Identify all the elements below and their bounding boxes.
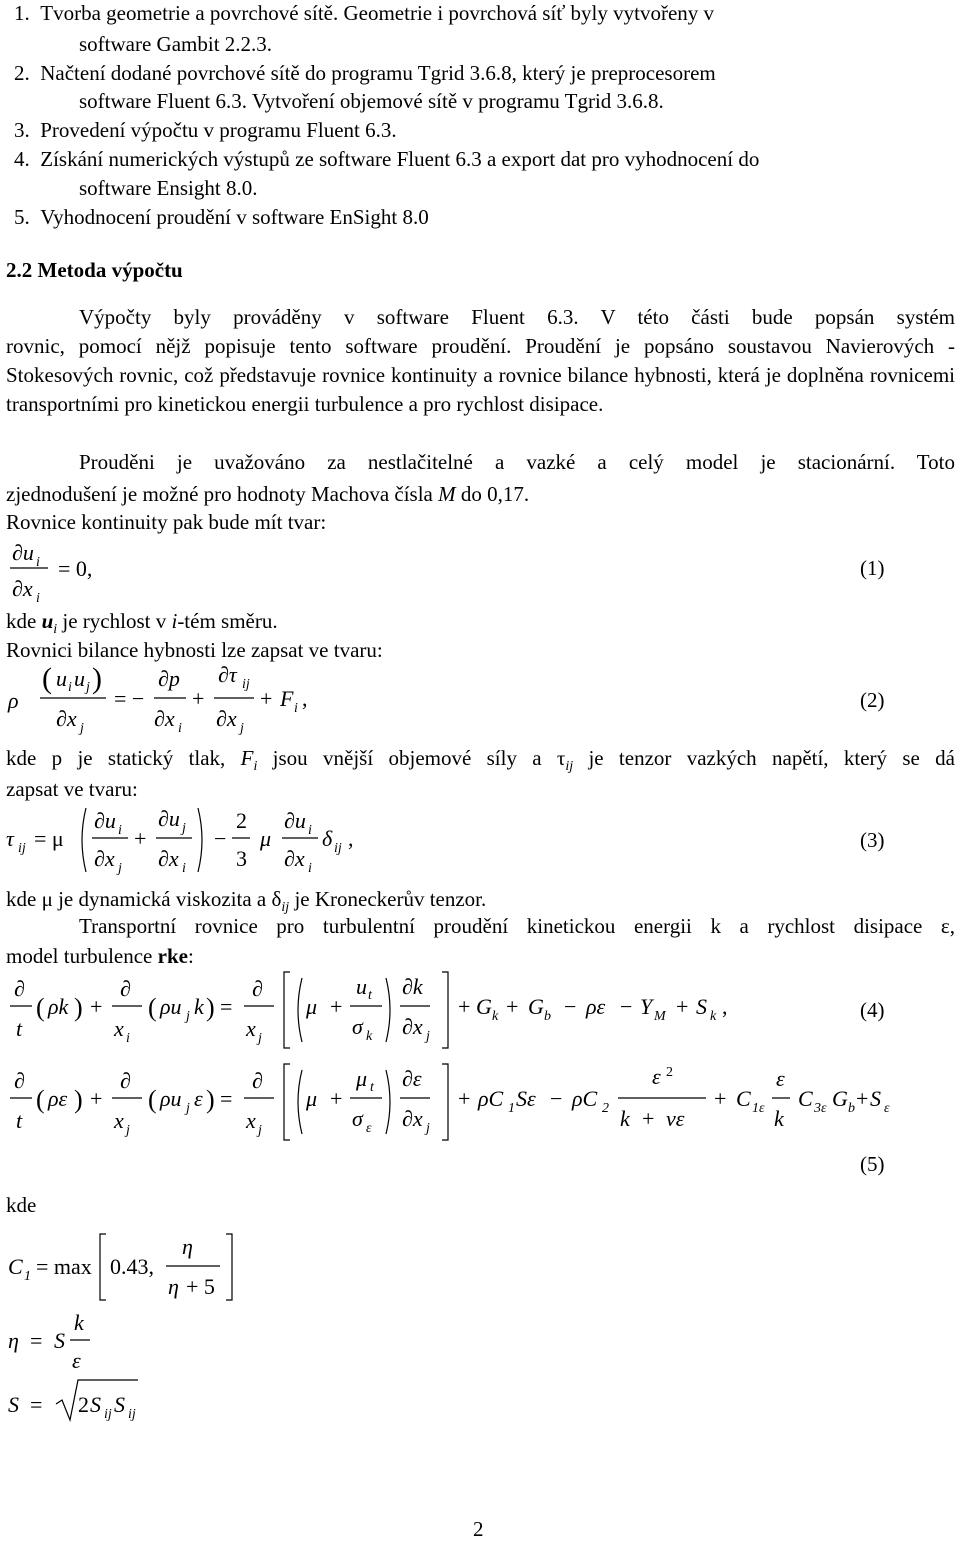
svg-text:): ) — [92, 662, 102, 695]
svg-text:+: + — [134, 826, 147, 851]
svg-text:k: k — [492, 1009, 499, 1024]
svg-text:ε: ε — [776, 1066, 785, 1091]
svg-text:2: 2 — [236, 808, 247, 833]
svg-text:j: j — [186, 1101, 190, 1116]
svg-text:η: η — [8, 1328, 19, 1353]
svg-text:F: F — [280, 686, 294, 711]
equation-1-number: (1) — [860, 556, 885, 580]
svg-text:∂x: ∂x — [94, 846, 115, 871]
svg-text:k: k — [366, 1029, 373, 1044]
svg-text:j: j — [240, 721, 244, 736]
equation-5-number: (5) — [860, 1152, 885, 1176]
svg-text:j: j — [258, 1031, 262, 1046]
svg-text:j: j — [426, 1121, 430, 1136]
svg-text:j: j — [86, 680, 90, 695]
svg-text:G: G — [832, 1086, 848, 1111]
equation-4-number: (4) — [860, 998, 885, 1022]
svg-text:−: − — [620, 994, 633, 1019]
svg-text:∂x: ∂x — [402, 1106, 423, 1131]
svg-text:ε: ε — [72, 1348, 81, 1373]
svg-text:ρC: ρC — [572, 1086, 598, 1111]
paragraph-2-line-1: Prouděni je uvažováno za nestlačitelné a vazké a celý model je stacionární. Toto — [79, 450, 955, 474]
svg-text:∂x: ∂x — [284, 846, 305, 871]
svg-text:i: i — [36, 591, 40, 606]
paragraph-1-body: rovnic, pomocí nějž popisuje tento software proudění. Proudění je popsáno soustavou Navierových - Stokesových rovnic, což představuje rovnice kontinuity a rovnice bilance hybnosti, která je doplněna rovnicemi transportními pro kinetickou energii turbulence a pro rychlost disipace. — [6, 334, 955, 416]
svg-text:(: ( — [148, 1085, 157, 1114]
list-item-2: 2. Načtení dodané povrchové sítě do programu Tgrid 3.6.8, který je preprocesorem — [14, 61, 716, 85]
svg-text:j: j — [426, 1029, 430, 1044]
svg-text:∂: ∂ — [14, 1068, 25, 1093]
svg-text:ρε: ρε — [48, 1086, 68, 1111]
svg-text:u: u — [56, 666, 67, 691]
svg-text:S: S — [696, 994, 707, 1019]
svg-text:k: k — [194, 994, 204, 1019]
svg-text:i: i — [126, 1031, 130, 1046]
svg-text:ij: ij — [334, 841, 342, 856]
paragraph-2-line-2: zjednodušení je možné pro hodnoty Machova čísla M do 0,17. — [6, 482, 530, 506]
svg-text:t: t — [16, 1108, 23, 1133]
svg-text:σ: σ — [352, 1014, 363, 1039]
svg-text:+: + — [676, 994, 689, 1019]
paragraph-7: kde μ je dynamická viskozita a $\delta_{ij}$ je Kroneckerův tenzor. — [6, 887, 487, 916]
equation-5-tail — [870, 1086, 930, 1126]
svg-text:ρε: ρε — [586, 994, 606, 1019]
svg-text:k: k — [774, 1106, 784, 1131]
svg-text:+: + — [90, 1086, 103, 1111]
list-item-3: 3. Provedení výpočtu v programu Fluent 6.3. — [14, 118, 397, 142]
svg-text:x: x — [114, 1108, 124, 1133]
svg-text:ij: ij — [128, 1407, 136, 1422]
equation-3-stress-tensor — [6, 800, 406, 880]
svg-text:): ) — [206, 1085, 215, 1114]
svg-text:G: G — [528, 994, 544, 1019]
svg-text:1: 1 — [24, 1269, 31, 1284]
equation-5-epsilon-transport — [6, 1060, 886, 1144]
svg-text:∂x: ∂x — [154, 706, 175, 731]
svg-text:M: M — [654, 1009, 666, 1024]
svg-text:ij: ij — [242, 677, 250, 692]
svg-text:t: t — [370, 1080, 374, 1095]
svg-text:∂: ∂ — [252, 976, 263, 1001]
list-item-4-cont: software Ensight 8.0. — [79, 176, 258, 200]
svg-text:): ) — [206, 993, 215, 1022]
svg-text:Y: Y — [640, 994, 653, 1019]
svg-text:): ) — [74, 1085, 83, 1114]
svg-text:= max: = max — [36, 1254, 92, 1279]
svg-text:b: b — [544, 1009, 551, 1024]
svg-text:C: C — [798, 1086, 813, 1111]
svg-text:∂x: ∂x — [216, 706, 237, 731]
svg-text:j: j — [182, 821, 186, 836]
svg-text:∂k: ∂k — [402, 974, 423, 999]
svg-text:b: b — [848, 1101, 855, 1116]
svg-text:∂u: ∂u — [158, 806, 180, 831]
svg-text:μ: μ — [356, 1066, 368, 1091]
svg-text:): ) — [74, 993, 83, 1022]
svg-text:x: x — [114, 1016, 124, 1041]
svg-text:σ: σ — [352, 1106, 363, 1131]
paragraph-8-line-1: Transportní rovnice pro turbulentní proudění kinetickou energii k a rychlost disipace ε, — [79, 914, 955, 938]
svg-text:+: + — [856, 1086, 869, 1111]
svg-text:ε: ε — [884, 1101, 890, 1116]
svg-text:∂: ∂ — [120, 976, 131, 1001]
equation-4-k-transport — [6, 968, 866, 1052]
svg-text:−: − — [214, 826, 227, 851]
svg-text:= μ: = μ — [34, 826, 64, 851]
equation-eta-definition — [6, 1308, 166, 1378]
svg-text:ε: ε — [194, 1086, 203, 1111]
svg-text:,: , — [348, 826, 354, 851]
svg-text:∂: ∂ — [14, 976, 25, 1001]
svg-text:(: ( — [36, 1085, 45, 1114]
paragraph-4: kde $u_i$ je rychlost v i-tém směru. — [6, 609, 278, 638]
svg-text:=: = — [220, 1086, 233, 1111]
svg-text:ρC: ρC — [478, 1086, 504, 1111]
list-item-1: 1. Tvorba geometrie a povrchové sítě. Geometrie i povrchová síť byly vytvořeny v — [14, 1, 715, 25]
svg-text:∂: ∂ — [252, 1068, 263, 1093]
svg-text:S: S — [90, 1392, 101, 1417]
svg-text:j: j — [258, 1123, 262, 1138]
svg-text:i: i — [118, 823, 122, 838]
svg-text:k: k — [620, 1106, 630, 1131]
svg-text:i: i — [182, 861, 186, 876]
svg-text:i: i — [294, 701, 298, 716]
equation-1-continuity — [6, 536, 126, 608]
svg-text:3: 3 — [236, 846, 247, 871]
svg-text:=: = — [220, 994, 233, 1019]
paragraph-1-line-1: Výpočty byly prováděny v software Fluent 6.3. V této části bude popsán systém — [79, 305, 955, 329]
svg-text:k: k — [74, 1310, 84, 1335]
svg-text:2: 2 — [602, 1101, 609, 1116]
equation-3-number: (3) — [860, 828, 885, 852]
paragraph-8-line-2: model turbulence rke: — [6, 944, 194, 968]
svg-text:∂u: ∂u — [12, 540, 34, 565]
svg-text:−: − — [564, 994, 577, 1019]
svg-text:S: S — [114, 1392, 125, 1417]
svg-text:−: − — [550, 1086, 563, 1111]
svg-text:,: , — [302, 686, 308, 711]
svg-text:G: G — [476, 994, 492, 1019]
svg-text:t: t — [16, 1016, 23, 1041]
svg-text:1ε: 1ε — [752, 1101, 765, 1116]
section-heading: 2.2 Metoda výpočtu — [6, 258, 183, 282]
svg-text:+: + — [642, 1106, 655, 1131]
svg-text:∂x: ∂x — [402, 1014, 423, 1039]
svg-text:i: i — [178, 721, 182, 736]
svg-text:μ: μ — [306, 1086, 318, 1111]
paragraph-6-line-1: kde p je statický tlak, $F_i$ jsou vnější objemové síly a $\tau_{ij}$ je tenzor vazkých napětí, který se dá — [6, 746, 955, 775]
svg-text:j: j — [186, 1009, 190, 1024]
svg-text:,: , — [722, 994, 728, 1019]
svg-text:i: i — [36, 555, 40, 570]
svg-text:ij: ij — [104, 1407, 112, 1422]
paragraph-5: Rovnici bilance hybnosti lze zapsat ve tvaru: — [6, 638, 383, 662]
svg-text:∂u: ∂u — [94, 808, 116, 833]
svg-text:τ: τ — [6, 826, 14, 851]
equation-s-definition — [6, 1378, 206, 1428]
list-item-4: 4. Získání numerických výstupů ze software Fluent 6.3 a export dat pro vyhodnocení do — [14, 147, 760, 171]
svg-text:Sε: Sε — [516, 1086, 536, 1111]
svg-text:1: 1 — [508, 1101, 515, 1116]
svg-text:+: + — [506, 994, 519, 1019]
equation-2-momentum — [6, 660, 406, 740]
svg-text:+: + — [458, 994, 471, 1019]
svg-text:+: + — [714, 1086, 727, 1111]
svg-text:ε: ε — [366, 1121, 372, 1136]
svg-text:μ: μ — [260, 826, 272, 851]
svg-text:=: = — [30, 1392, 43, 1417]
svg-text:2: 2 — [78, 1392, 89, 1417]
svg-text:∂x: ∂x — [12, 576, 33, 601]
svg-text:u: u — [74, 666, 85, 691]
svg-text:C: C — [736, 1086, 751, 1111]
svg-text:= 0,: = 0, — [58, 556, 93, 581]
svg-text:η: η — [182, 1234, 193, 1259]
svg-text:S: S — [870, 1086, 881, 1111]
svg-text:∂x: ∂x — [56, 706, 77, 731]
svg-text:=: = — [30, 1328, 43, 1353]
svg-text:(: ( — [36, 993, 45, 1022]
svg-text:ρk: ρk — [48, 994, 69, 1019]
svg-text:∂τ: ∂τ — [218, 662, 237, 687]
svg-text:i: i — [68, 680, 72, 695]
list-item-5: 5. Vyhodnocení proudění v software EnSight 8.0 — [14, 205, 429, 229]
svg-text:+: + — [192, 686, 205, 711]
svg-text:C: C — [8, 1254, 23, 1279]
svg-text:S: S — [8, 1392, 19, 1417]
svg-text:S: S — [54, 1328, 65, 1353]
list-item-2-cont: software Fluent 6.3. Vytvoření objemové sítě v programu Tgrid 3.6.8. — [79, 89, 664, 113]
svg-text:j: j — [126, 1123, 130, 1138]
svg-text:+: + — [330, 994, 343, 1019]
svg-text:δ: δ — [322, 826, 333, 851]
svg-text:i: i — [308, 861, 312, 876]
svg-text:3ε: 3ε — [814, 1101, 827, 1116]
svg-text:∂p: ∂p — [158, 666, 180, 691]
equation-2-number: (2) — [860, 688, 885, 712]
svg-text:(: ( — [148, 993, 157, 1022]
svg-text:u: u — [356, 974, 367, 999]
svg-text:ρu: ρu — [160, 994, 182, 1019]
svg-text:+: + — [260, 686, 273, 711]
svg-text:(: ( — [42, 662, 52, 695]
svg-text:j: j — [80, 721, 84, 736]
svg-text:ρ: ρ — [8, 688, 19, 713]
svg-text:+: + — [90, 994, 103, 1019]
svg-text:ij: ij — [18, 841, 26, 856]
list-item-1-cont: software Gambit 2.2.3. — [79, 32, 273, 56]
svg-text:= −: = − — [114, 686, 145, 711]
svg-text:+ 5: + 5 — [186, 1274, 215, 1299]
svg-text:ε: ε — [652, 1064, 661, 1089]
svg-text:νε: νε — [666, 1106, 685, 1131]
svg-text:i: i — [308, 823, 312, 838]
svg-text:j: j — [118, 861, 122, 876]
svg-text:x: x — [246, 1016, 256, 1041]
page-number: 2 — [473, 1517, 484, 1541]
svg-text:k: k — [710, 1009, 717, 1024]
svg-text:∂x: ∂x — [158, 846, 179, 871]
svg-text:∂u: ∂u — [284, 808, 306, 833]
svg-text:∂: ∂ — [120, 1068, 131, 1093]
paragraph-6-line-2: zapsat ve tvaru: — [6, 777, 138, 801]
svg-text:0.43,: 0.43, — [110, 1254, 154, 1279]
svg-text:+: + — [458, 1086, 471, 1111]
equation-c1-definition — [6, 1230, 266, 1304]
svg-text:+: + — [330, 1086, 343, 1111]
svg-text:ρu: ρu — [160, 1086, 182, 1111]
svg-text:2: 2 — [666, 1065, 673, 1080]
paragraph-3: Rovnice kontinuity pak bude mít tvar: — [6, 510, 327, 534]
svg-text:η: η — [168, 1274, 179, 1299]
svg-text:t: t — [368, 988, 372, 1003]
svg-text:∂ε: ∂ε — [402, 1066, 422, 1091]
kde-label: kde — [6, 1193, 37, 1217]
svg-text:x: x — [246, 1108, 256, 1133]
svg-text:μ: μ — [306, 994, 318, 1019]
